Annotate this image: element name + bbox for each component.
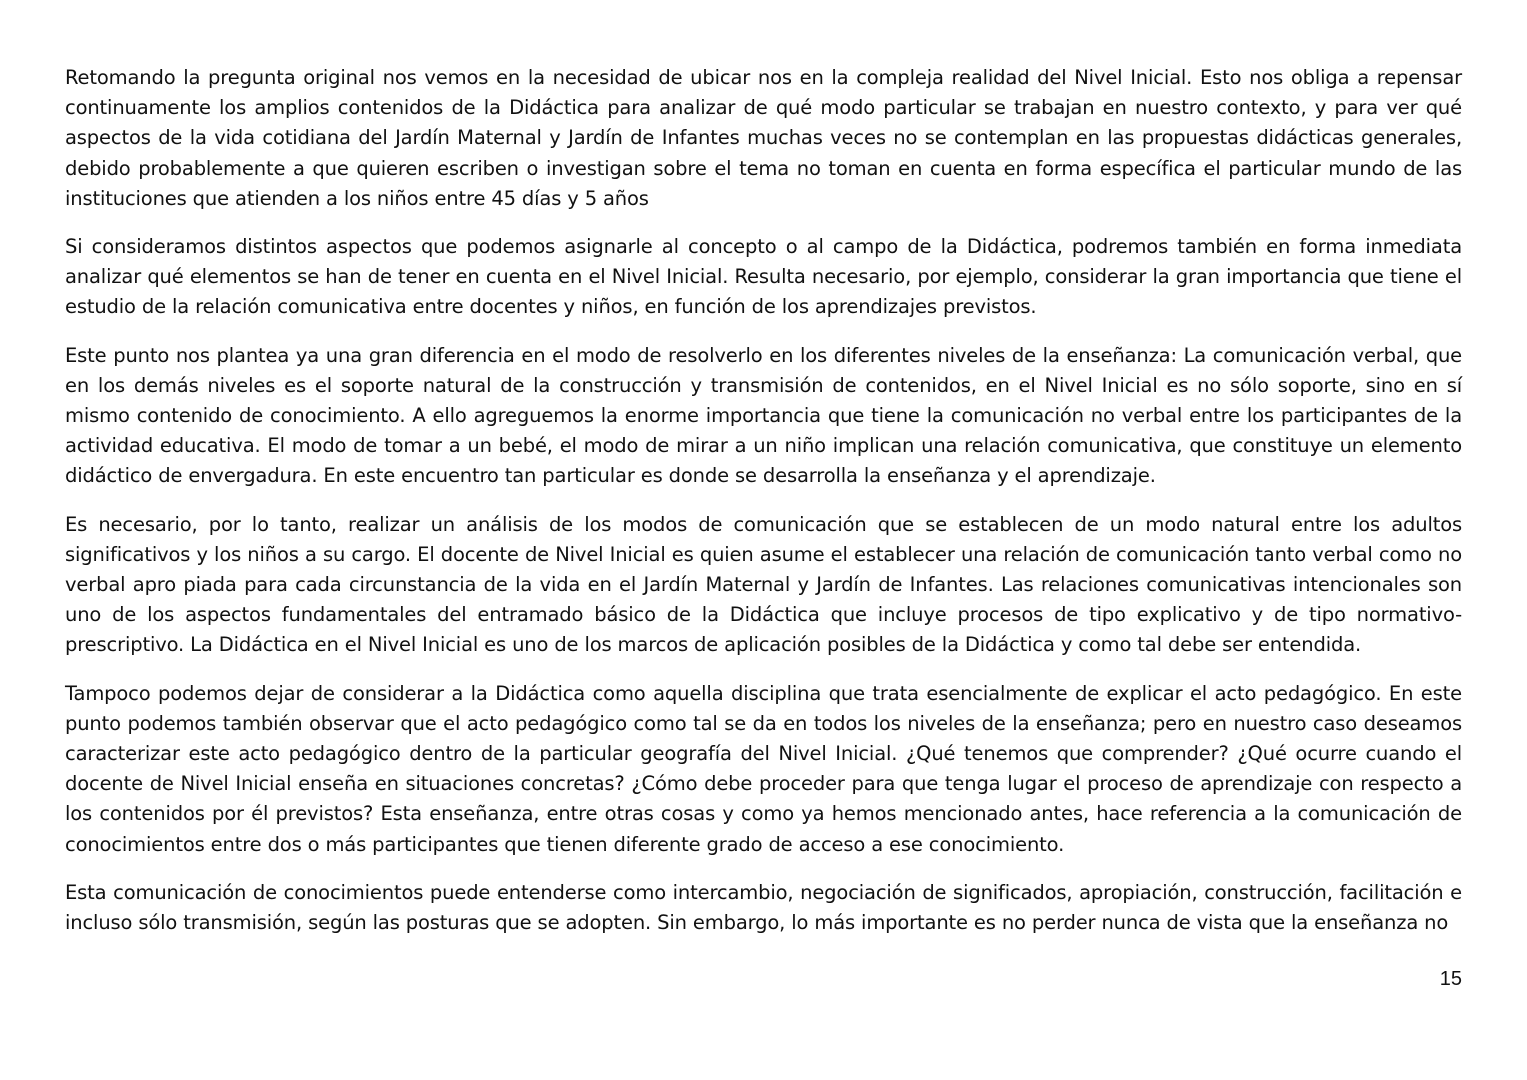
paragraph-3: Este punto nos plantea ya una gran diferencia en el modo de resolverlo en los diferentes niveles de la enseñanza: La comunicación verbal, que en los demás niveles es el soporte natural de la construcción y transmisión de contenidos, en el Nivel Inicial es no sólo soporte, sino en sí mismo contenido de conocimiento. A ello agreguemos la enorme importancia que tiene la comunicación no verbal entre los participantes de la actividad educativa. El modo de tomar a un bebé, el modo de mirar a un niño implican una relación comunicativa, que constituye un elemento didáctico de envergadura. En este encuentro tan particular es donde se desarrolla la enseñanza y el aprendizaje. — [65, 343, 1462, 488]
document-body — [65, 63, 1462, 956]
paragraph-5: Tampoco podemos dejar de considerar a la Didáctica como aquella disciplina que trata esencialmente de explicar el acto pedagógico. En este punto podemos también observar que el acto pedagógico como tal se da en todos los niveles de la enseñanza; pero en nuestro caso deseamos caracterizar este acto pedagógico dentro de la particular geografía del Nivel Inicial. ¿Qué tenemos que comprender? ¿Qué ocurre cuando el docente de Nivel Inicial enseña en situaciones concretas? ¿Cómo debe proceder para que tenga lugar el proceso de aprendizaje con respecto a los contenidos por él previstos? Esta enseñanza, entre otras cosas y como ya hemos mencionado antes, hace referencia a la comunicación de conocimientos entre dos o más participantes que tienen diferente grado de acceso a ese conocimiento. — [65, 681, 1462, 856]
paragraph-4: Es necesario, por lo tanto, realizar un análisis de los modos de comunicación que se establecen de un modo natural entre los adultos significativos y los niños a su cargo. El docente de Nivel Inicial es quien asume el establecer una relación de comunicación tanto verbal como no verbal apro piada para cada circunstancia de la vida en el Jardín Maternal y Jardín de Infantes. Las relaciones comunicativas intencionales son uno de los aspectos fundamentales del entramado básico de la Didáctica que incluye procesos de tipo explicativo y de tipo normativo-prescriptivo. La Didáctica en el Nivel Inicial es uno de los marcos de aplicación posibles de la Didáctica y como tal debe ser entendida. — [65, 512, 1462, 657]
paragraph-2: Si consideramos distintos aspectos que podemos asignarle al concepto o al campo de la Didáctica, podremos también en forma inmediata analizar qué elementos se han de tener en cuenta en el Nivel Inicial. Resulta necesario, por ejemplo, considerar la gran importancia que tiene el estudio de la relación comunicativa entre docentes y niños, en función de los aprendizajes previstos. — [65, 235, 1462, 319]
paragraph-6: Esta comunicación de conocimientos puede entenderse como intercambio, negociación de significados, apropiación, construcción, facilitación e incluso sólo transmisión, según las posturas que se adopten. Sin embargo, lo más importante es no perder nunca de vista que la enseñanza no — [65, 880, 1462, 935]
page-number: 15 — [1439, 968, 1462, 990]
paragraph-1: Retomando la pregunta original nos vemos en la necesidad de ubicar nos en la compleja realidad del Nivel Inicial. Esto nos obliga a repensar continuamente los amplios contenidos de la Didáctica para analizar de qué modo particular se trabajan en nuestro contexto, y para ver qué aspectos de la vida cotidiana del Jardín Maternal y Jardín de Infantes muchas veces no se contemplan en las propuestas didácticas generales, debido probablemente a que quieren escriben o investigan sobre el tema no toman en cuenta en forma específica el particular mundo de las instituciones que atienden a los niños entre 45 días y 5 años — [65, 66, 1462, 210]
